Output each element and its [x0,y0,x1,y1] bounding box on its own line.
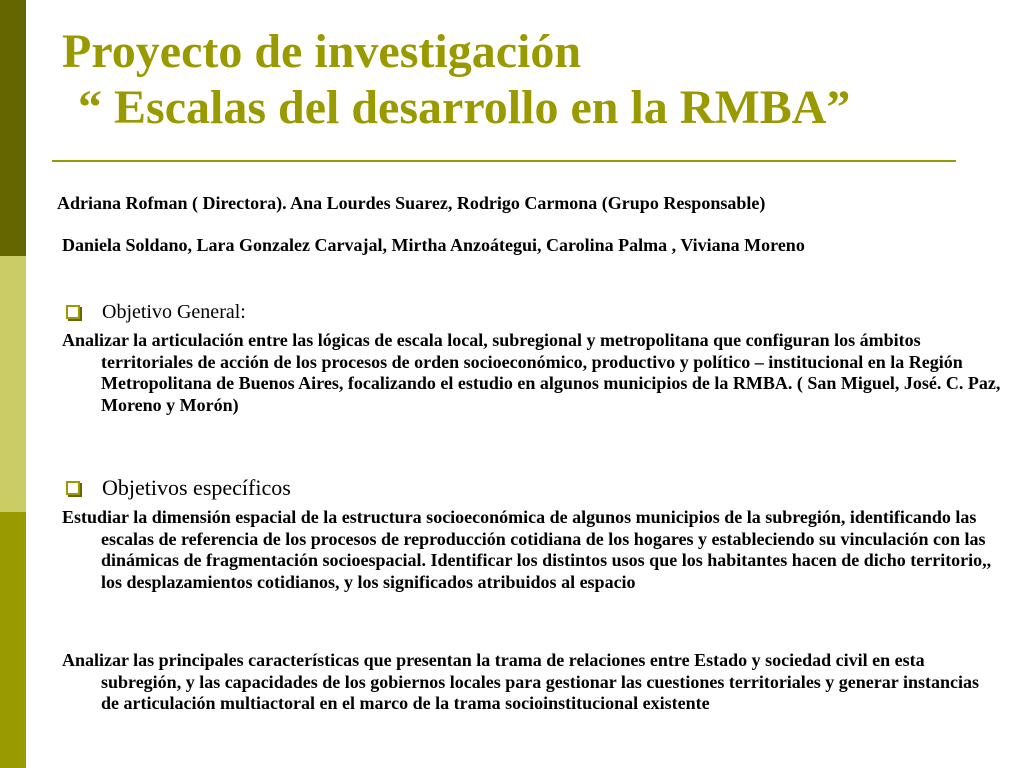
authors-line-2: Daniela Soldano, Lara Gonzalez Carvajal, Mirtha Anzoátegui, Carolina Palma , Viviana Moreno [62,235,805,255]
square-bullet-icon [66,481,80,495]
title-line-2: “ Escalas del desarrollo en la RMBA” [78,81,851,134]
specific-objectives-label: Objetivos específicos [102,475,291,500]
general-objective-label: Objetivo General: [102,301,246,323]
sidebar-segment-dark [0,0,26,256]
general-objective-text: Analizar la articulación entre las lógicas de escala local, subregional y metropolitana que configuran los ámbitos territoriales de acción de los procesos de orden socioeconómico, productivo y político – institucional en la Región Metropolitana de Buenos Aires, focalizando el estudio en algunos municipios de la RMBA. ( San Miguel, José. C. Paz, Moreno y Morón) [62,330,1001,415]
general-objective-heading [62,300,246,324]
sidebar-segment-light [0,256,26,512]
title-underline [52,160,956,162]
specific-objective-text-2: Analizar las principales características que presentan la trama de relaciones entre Estado y sociedad civil en esta subregión, y las capacidades de los gobiernos locales para gestionar las cuestiones territoriales y generar instancias de articulación multiactoral en el marco de la trama socioinstitucional existente [62,650,979,713]
slide-title [62,24,1002,136]
authors-line-1: Adriana Rofman ( Directora). Ana Lourdes Suarez, Rodrigo Carmona (Grupo Responsable) [57,193,766,213]
square-bullet-icon [66,305,80,319]
specific-objectives-heading [62,476,291,500]
sidebar-decoration [0,0,26,768]
sidebar-segment-mid [0,512,26,768]
specific-objective-text-1: Estudiar la dimensión espacial de la estructura socioeconómica de algunos municipios de la subregión, identificando las escalas de referencia de los procesos de reproducción cotidiana de los hogares y estableciendo su vinculación con las dinámicas de fragmentación socioespacial. Identificar los distintos usos que los habitantes hacen de dicho territorio,, los desplazamientos cotidianos, y los significados atribuidos al espacio [62,507,992,592]
title-line-1: Proyecto de investigación [62,25,582,78]
